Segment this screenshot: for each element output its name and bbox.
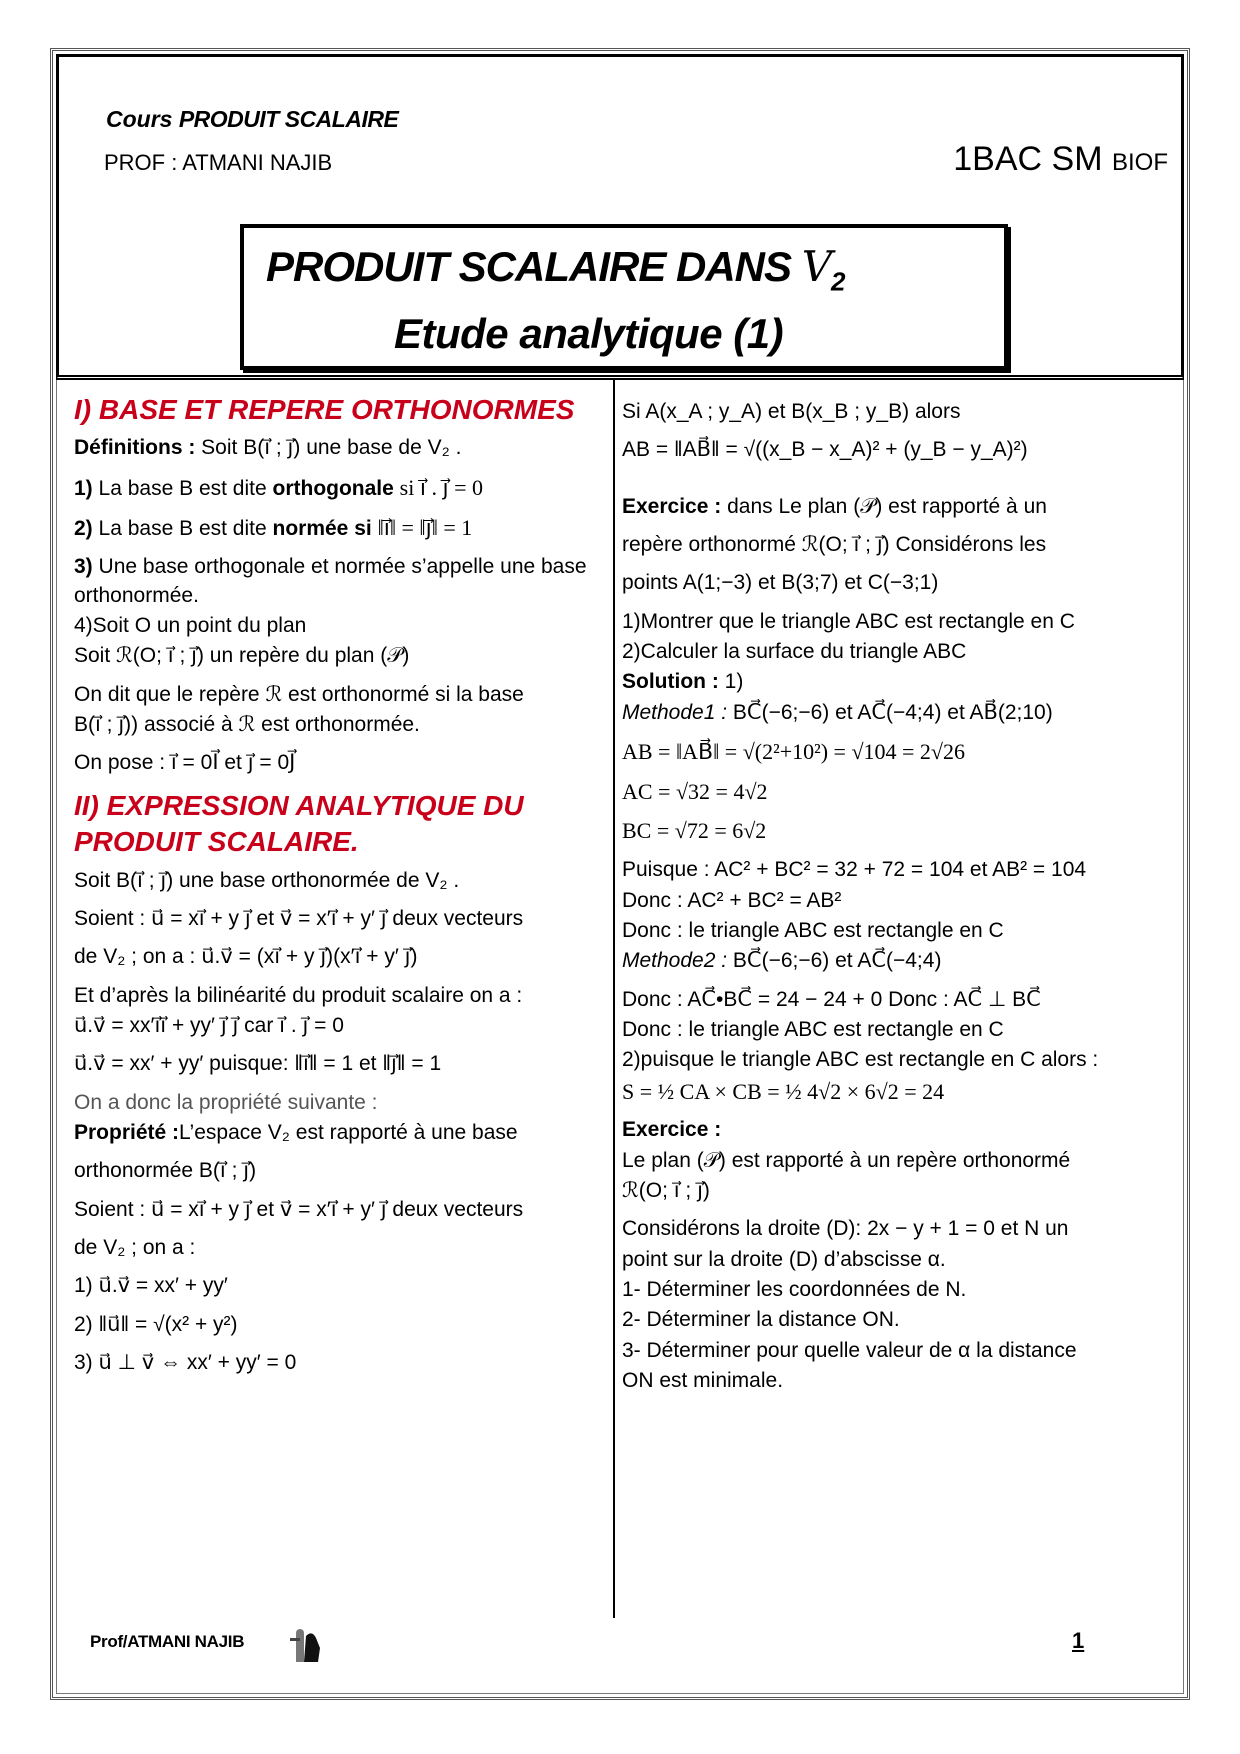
exercise1-label: Exercice : xyxy=(622,494,722,518)
footer-author: Prof/ATMANI NAJIB xyxy=(90,1632,245,1651)
course-prefix: Cours xyxy=(106,106,173,132)
solution-line xyxy=(622,668,1182,696)
item4: 4)Soit O un point du plan xyxy=(74,614,307,638)
method1-text: BC⃗(−6;−6) et AC⃗(−4;4) et AB⃗(2;10) xyxy=(732,700,1053,724)
property-result1: 1) u⃗.v⃗ = xx′ + yy′ xyxy=(74,1274,228,1298)
definition-label: Définitions : xyxy=(74,436,196,460)
column-divider xyxy=(613,380,615,1618)
definition-line xyxy=(74,434,604,462)
page-number: 1 xyxy=(1072,1628,1085,1653)
course-name: PRODUIT SCALAIRE xyxy=(178,106,399,132)
method2-donc2: Donc : le triangle ABC est rectangle en C xyxy=(622,1017,1004,1041)
s2-line7: On a donc la propriété suivante : xyxy=(74,1090,378,1114)
level-suffix: BIOF xyxy=(1111,149,1168,176)
exercise2-line1: Le plan (𝒫) est rapporté à un repère orthonormé xyxy=(622,1148,1071,1172)
method2-label: Methode2 : xyxy=(622,949,728,973)
q2-text: 2)puisque le triangle ABC est rectangle en C alors : xyxy=(622,1048,1099,1072)
exercise1-text: dans Le plan (𝒫) est rapporté à un xyxy=(727,494,1047,518)
s2-line2: Soient : u⃗ = xi⃗ + y j⃗ et v⃗ = x′i⃗ + y′ j⃗ deux vecteurs xyxy=(74,906,524,930)
left-column xyxy=(74,392,604,1387)
exercise1-line1 xyxy=(622,493,1182,521)
item3-text: Une base orthogonale et normée s’appelle une base orthonormée. xyxy=(74,555,587,607)
method1-line xyxy=(622,699,1182,727)
definition-text: Soit B(i⃗ ; j⃗) une base de V₂ . xyxy=(201,436,462,460)
exercise1-line2: repère orthonormé ℛ(O; i⃗ ; j⃗) Considérons les xyxy=(622,533,1047,557)
exercise2-label-text: Exercice : xyxy=(622,1118,722,1142)
method1-label: Methode1 : xyxy=(622,700,728,724)
exercise2-q3b: ON est minimale. xyxy=(622,1369,784,1392)
level-main: 1BAC SM xyxy=(953,140,1103,178)
on-pose: On pose : i⃗ = 0I⃗ et j⃗ = 0J⃗ xyxy=(74,751,296,775)
item1-math: si i⃗ . j⃗ = 0 xyxy=(399,474,483,500)
method2-text: BC⃗(−6;−6) et AC⃗(−4;4) xyxy=(732,949,942,973)
main-title-v-sub: 2 xyxy=(831,266,845,297)
method1-ac: AC = √32 = 4√2 xyxy=(622,778,768,804)
item3-num: 3) xyxy=(74,555,93,579)
exercise2-line4: point sur la droite (D) d’abscisse α. xyxy=(622,1247,946,1271)
main-title-v: V xyxy=(801,242,832,291)
item2-bold: normée si xyxy=(272,517,372,541)
item2-text: La base B est dite xyxy=(98,517,267,541)
s2-line5: u⃗.v⃗ = xx′i⃗i⃗ + yy′ j⃗ j⃗ car i⃗ . j⃗ = 0 xyxy=(74,1013,344,1037)
solution-num: 1) xyxy=(724,670,744,694)
exercise2-q3: 3- Déterminer pour quelle valeur de α la distance xyxy=(622,1338,1077,1362)
exercise2-q2: 2- Déterminer la distance ON. xyxy=(622,1308,900,1332)
main-title xyxy=(266,242,845,297)
section2-heading: II) EXPRESSION ANALYTIQUE DU PRODUIT SCALAIRE. xyxy=(74,789,524,858)
item4-assoc: B(i⃗ ; j⃗)) associé à ℛ est orthonormée. xyxy=(74,713,420,737)
method1-donc1: Donc : AC² + BC² = AB² xyxy=(622,888,842,912)
exercise1-line3: points A(1;−3) et B(3;7) et C(−3;1) xyxy=(622,571,939,595)
item1 xyxy=(74,473,604,503)
property-text: L’espace V₂ est rapporté à une base xyxy=(179,1121,518,1145)
prof-name: PROF : ATMANI NAJIB xyxy=(104,150,333,175)
property-line4: de V₂ ; on a : xyxy=(74,1236,196,1260)
distance-intro: Si A(x_A ; y_A) et B(x_B ; y_B) alors xyxy=(622,400,961,423)
item2-math: ‖i⃗‖ = ‖j⃗‖ = 1 xyxy=(377,515,473,541)
s2-line4: Et d’après la bilinéarité du produit scalaire on a : xyxy=(74,983,523,1007)
method2-donc1: Donc : AC⃗•BC⃗ = 24 − 24 + 0 Donc : AC⃗ ⊥ BC⃗ xyxy=(622,987,1041,1011)
distance-formula: AB = ‖AB⃗‖ = √((x_B − x_A)² + (y_B − y_A)²) xyxy=(622,438,1028,462)
item4-repere: Soit ℛ(O; i⃗ ; j⃗) un repère du plan (𝒫) xyxy=(74,644,410,668)
method1-ab: AB = ‖AB⃗‖ = √(2²+10²) = √104 = 2√26 xyxy=(622,739,965,765)
s2-line1: Soit B(i⃗ ; j⃗) une base orthonormée de V₂ . xyxy=(74,868,460,892)
method1-donc2: Donc : le triangle ABC est rectangle en C xyxy=(622,918,1004,942)
q2-formula: S = ½ CA × CB = ½ 4√2 × 6√2 = 24 xyxy=(622,1078,945,1104)
teacher-silhouette-icon xyxy=(288,1628,328,1664)
main-title-text: PRODUIT SCALAIRE DANS xyxy=(266,243,792,290)
property-result2: 2) ‖u⃗‖ = √(x² + y²) xyxy=(74,1312,238,1336)
property-label: Propriété : xyxy=(74,1121,180,1145)
property-line2: orthonormée B(i⃗ ; j⃗) xyxy=(74,1159,257,1183)
item4-ortho: On dit que le repère ℛ est orthonormé si la base xyxy=(74,682,524,706)
course-title xyxy=(106,106,398,133)
exercise2-q1: 1- Déterminer les coordonnées de N. xyxy=(622,1277,967,1301)
method1-bc: BC = √72 = 6√2 xyxy=(622,818,767,844)
method2-line xyxy=(622,947,1182,975)
level-label xyxy=(953,140,1168,179)
sub-title: Etude analytique (1) xyxy=(394,310,784,357)
item1-num: 1) xyxy=(74,476,93,500)
exercise2-label xyxy=(622,1116,1182,1144)
property-result3: 3) u⃗ ⊥ v⃗ ⇔ xx′ + yy′ = 0 xyxy=(74,1351,297,1375)
item3 xyxy=(74,553,604,610)
exercise1-q2: 2)Calculer la surface du triangle ABC xyxy=(622,640,967,664)
property-line3: Soient : u⃗ = xi⃗ + y j⃗ et v⃗ = x′i⃗ + y′ j⃗ deux vecteurs xyxy=(74,1197,524,1221)
method1-puisque: Puisque : AC² + BC² = 32 + 72 = 104 et AB² = 104 xyxy=(622,858,1087,882)
exercise2-line2: ℛ(O; i⃗ ; j⃗) xyxy=(622,1178,710,1202)
item2 xyxy=(74,513,604,543)
item2-num: 2) xyxy=(74,517,93,541)
item1-text: La base B est dite xyxy=(98,476,267,500)
property-line xyxy=(74,1119,604,1147)
title-box xyxy=(240,224,1008,370)
exercise2-line3: Considérons la droite (D): 2x − y + 1 = 0 et N un xyxy=(622,1217,1069,1241)
section1-heading: I) BASE ET REPERE ORTHONORMES xyxy=(74,394,575,425)
exercise1-q1: 1)Montrer que le triangle ABC est rectangle en C xyxy=(622,609,1075,633)
solution-label: Solution : xyxy=(622,670,719,694)
right-column xyxy=(622,398,1182,1397)
item1-bold: orthogonale xyxy=(272,476,394,500)
s2-line6: u⃗.v⃗ = xx′ + yy′ puisque: ‖i⃗‖ = 1 et ‖j⃗‖ = 1 xyxy=(74,1052,442,1076)
s2-line3: de V₂ ; on a : u⃗.v⃗ = (xi⃗ + y j⃗)(x′i⃗ + y′ j⃗) xyxy=(74,945,418,969)
